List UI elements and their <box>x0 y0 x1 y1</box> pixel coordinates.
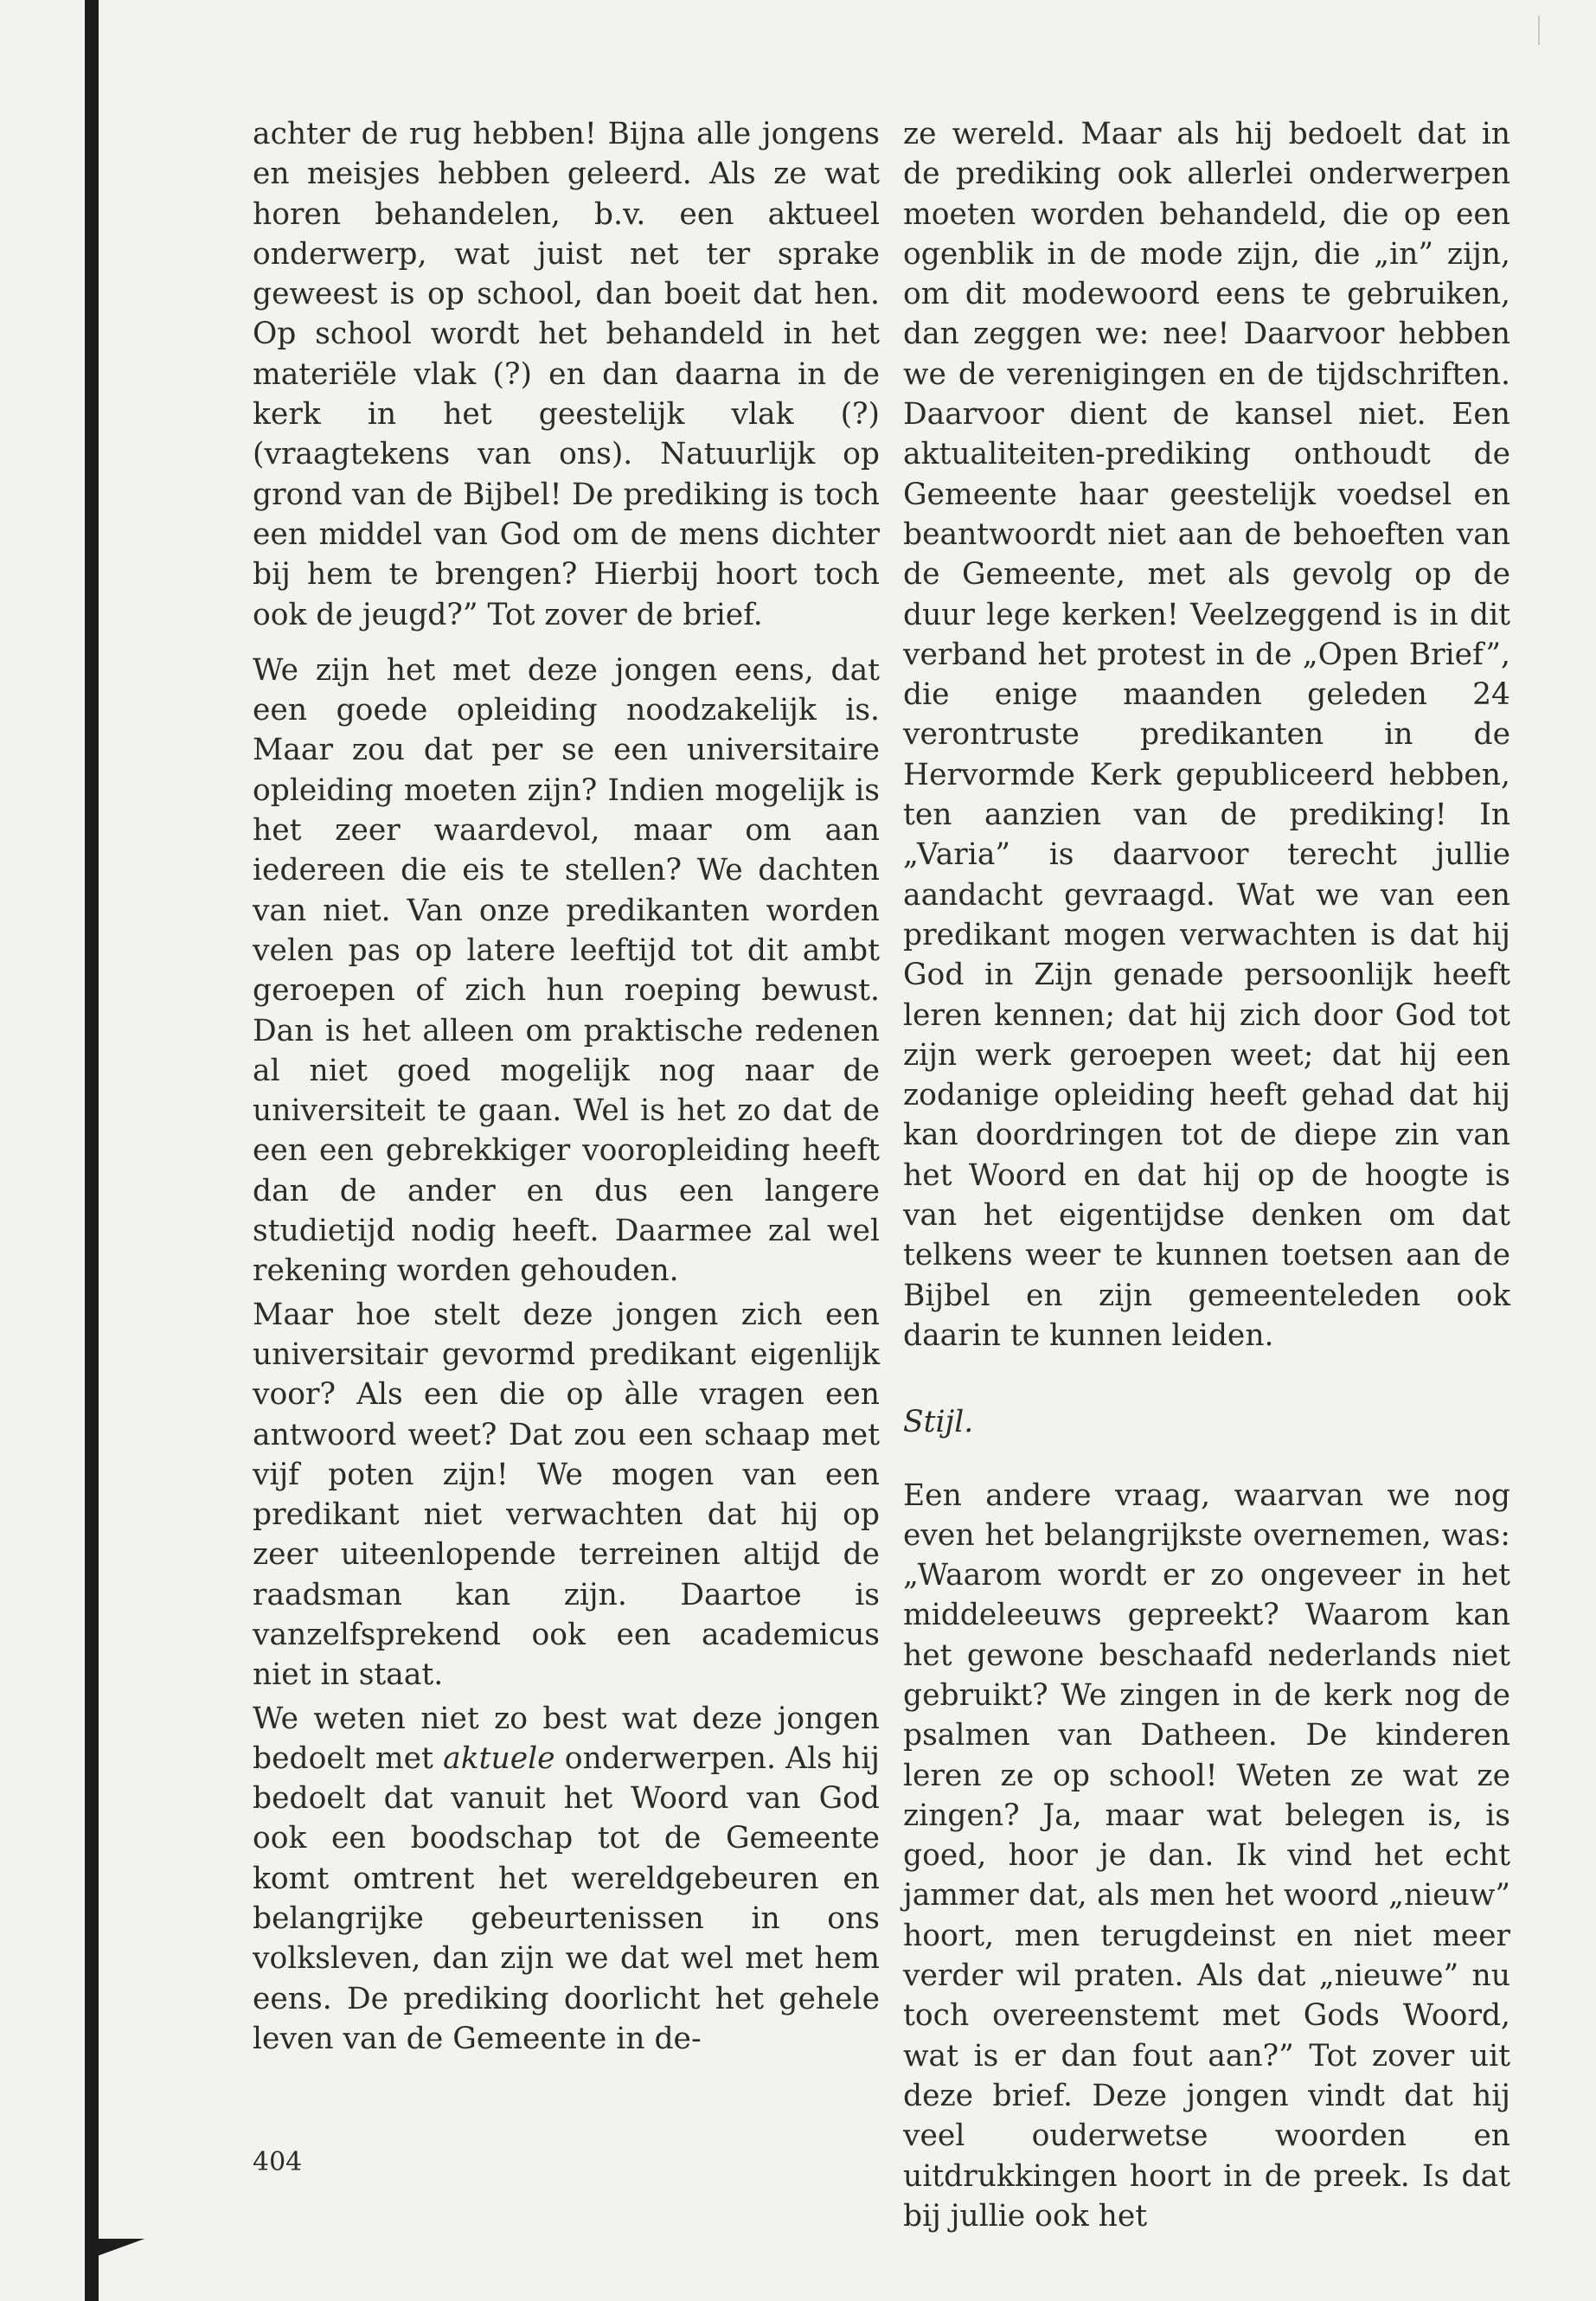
left-paragraph-2: We zijn het met deze jongen eens, dat een goede opleiding noodzakelijk is. Maar zou dat per se een universitaire opleiding moeten zijn? Indien mogelijk is het zeer waardevol, maar om aan iedereen die eis te stellen? We dachten van niet. Van onze predikanten worden velen pas op latere leeftijd tot dit ambt geroepen of zich hun roeping bewust. Dan is het alleen om praktische redenen al niet goed mogelijk nog naar de universiteit te gaan. Wel is het zo dat de een een gebrekkiger vooropleiding heeft dan de ander en dus een langere studietijd nodig heeft. Daarmee zal wel rekening worden gehouden. <box>253 652 880 1289</box>
right-column <box>903 114 1510 2236</box>
left-column <box>253 114 880 2059</box>
section-heading: Stijl. <box>903 1405 974 1440</box>
left-paragraph-3: Maar hoe stelt deze jongen zich een universitair gevormd predikant eigenlijk voor? Als een die op àlle vragen een antwoord weet? Dat zou een schaap met vijf poten zijn! We mogen van een predikant niet verwachten dat hij op zeer uiteenlopende terreinen altijd de raadsman kan zijn. Daartoe is vanzelfsprekend ook een academicus niet in staat. <box>253 1297 880 1693</box>
left-paragraph-4-end: onderwerpen. Als hij bedoelt dat vanuit het Woord van God ook een boodschap tot de Gemeente komt omtrent het wereldgebeuren en belangrijke gebeurtenissen in ons volksleven, dan zijn we dat wel met hem eens. De prediking doorlicht het gehele leven van de Gemeente in de- <box>253 1740 880 2056</box>
right-paragraph-1: ze wereld. Maar als hij bedoelt dat in de prediking ook allerlei onderwerpen moeten worden behandeld, die op een ogenblik in de mode zijn, die „in” zijn, om dit modewoord eens te gebruiken, dan zeggen we: nee! Daarvoor hebben we de verenigingen en de tijdschriften. Daarvoor dient de kansel niet. Een aktualiteiten-prediking onthoudt de Gemeente haar geestelijk voedsel en beantwoordt niet aan de behoeften van de Gemeente, met als gevolg op de duur lege kerken! Veelzeggend is in dit verband het protest in de „Open Brief”, die enige maanden geleden 24 verontruste predikanten in de Hervormde Kerk gepubliceerd hebben, ten aanzien van de prediking! In „Varia” is daarvoor terecht jullie aandacht gevraagd. Wat we van een predikant mogen verwachten is dat hij God in Zijn genade persoonlijk heeft leren kennen; dat hij zich door God tot zijn werk geroepen weet; dat hij een zodanige opleiding heeft gehad dat hij kan doordringen tot de diepe zin van het Woord en dat hij op de hoogte is van het eigentijdse denken om dat telkens weer te kunnen toetsen aan de Bijbel en zijn gemeenteleden ook daarin te kunnen leiden. <box>903 117 1510 1353</box>
scan-mark <box>1538 16 1540 45</box>
emphasized-word: aktuele <box>443 1740 555 1776</box>
binding-edge <box>85 0 99 2301</box>
binding-corner <box>85 2239 145 2265</box>
left-paragraph-4 <box>253 1699 880 2060</box>
page-number: 404 <box>253 2147 303 2177</box>
left-paragraph-4-start: We weten niet zo best wat deze jongen bedoelt met <box>253 1701 880 1776</box>
right-paragraph-2: Een andere vraag, waarvan we nog even het belangrijkste overnemen, was: „Waarom wordt er zo ongeveer in het middeleeuws gepreekt? Waarom kan het gewone beschaafd nederlands niet gebruikt? We zingen in de kerk nog de psalmen van Datheen. De kinderen leren ze op school! Weten ze wat ze zingen? Ja, maar wat belegen is, is goed, hoor je dan. Ik vind het echt jammer dat, als men het woord „nieuw” hoort, men terugdeinst en niet meer verder wil praten. Als dat „nieuwe” nu toch overeenstemt met Gods Woord, wat is er dan fout aan?” Tot zover uit deze brief. Deze jongen vindt dat hij veel ouderwetse woorden en uitdrukkingen hoort in de preek. Is dat bij jullie ook het <box>903 1477 1510 2234</box>
left-paragraph-1: achter de rug hebben! Bijna alle jongens en meisjes hebben geleerd. Als ze wat horen behandelen, b.v. een aktueel onderwerp, wat juist net ter sprake geweest is op school, dan boeit dat hen. Op school wordt het behandeld in het materiële vlak (?) en dan daarna in de kerk in het geestelijk vlak (?) (vraagtekens van ons). Natuurlijk op grond van de Bijbel! De prediking is toch een middel van God om de mens dichter bij hem te brengen? Hierbij hoort toch ook de jeugd?” Tot zover de brief. <box>253 117 880 632</box>
